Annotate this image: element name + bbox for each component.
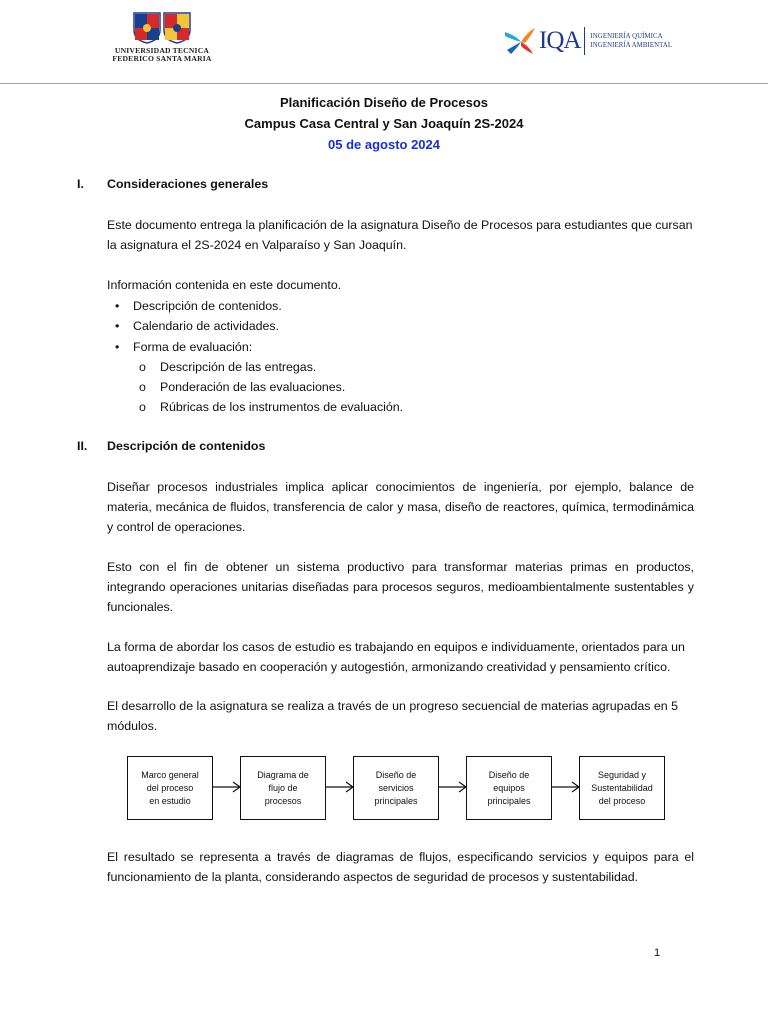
flow-box-seguridad: Seguridad y Sustentabilidad del proceso (579, 756, 665, 820)
section-2-paragraph-1: Diseñar procesos industriales implica aplicar conocimientos de ingeniería, por ejemplo, balance de materia, mecánica de fluidos, transferencia de calor y masa, diseño de reactores, química, termodinámica y control de operaciones. (107, 480, 694, 534)
sub-bullet-icon: o (139, 360, 146, 374)
section-1-number: I. (77, 177, 84, 191)
iqa-subtitle (590, 32, 672, 50)
iqa-logo (503, 26, 672, 56)
section-2-paragraph-4: El desarrollo de la asignatura se realiza a través de un progreso secuencial de materias agrupadas en 5 módulos. (107, 699, 678, 733)
section-2-paragraph-5: El resultado se representa a través de diagramas de flujos, especificando servicios y equipos para el funcionamiento de la planta, considerando aspectos de seguridad de procesos y sustentabilidad. (107, 850, 694, 884)
arrow-right-icon (326, 781, 354, 793)
document-titles (0, 92, 768, 155)
arrow-right-icon (552, 781, 580, 793)
bullet-icon: • (115, 319, 120, 333)
flow-box-diseno-servicios: Diseño de servicios principales (353, 756, 439, 820)
utfsm-logo (108, 12, 216, 63)
arrow-right-icon (213, 781, 241, 793)
info-intro: Información contenida en este documento. (107, 278, 342, 292)
section-2-paragraph-2: Esto con el fin de obtener un sistema productivo para transformar materias primas en productos, integrando operaciones unitarias diseñadas para procesos seguros, medioambientalmente sustentables y funcionales. (107, 560, 694, 614)
bullet-icon: • (115, 299, 120, 313)
utfsm-shield-left-icon (133, 12, 161, 44)
iqa-logo-text: IQA (539, 27, 581, 54)
modules-flow-diagram (0, 756, 768, 822)
iqa-subtitle-line2: INGENIERÍA AMBIENTAL (590, 42, 673, 49)
utfsm-shield-right-icon (163, 12, 191, 44)
sub-bullet-text: Rúbricas de los instrumentos de evaluación. (160, 400, 404, 414)
sub-bullet-text: Ponderación de las evaluaciones. (160, 380, 346, 394)
iqa-separator (584, 27, 585, 55)
header-divider (0, 83, 768, 84)
flow-box-diagrama-flujo: Diagrama de flujo de procesos (240, 756, 326, 820)
flow-box-diseno-equipos: Diseño de equipos principales (466, 756, 552, 820)
document-date: 05 de agosto 2024 (328, 137, 440, 152)
utfsm-name-line2: FEDERICO SANTA MARIA (112, 54, 212, 63)
sub-bullet-icon: o (139, 400, 146, 414)
sub-bullet-icon: o (139, 380, 146, 394)
section-1-paragraph: Este documento entrega la planificación de la asignatura Diseño de Procesos para estudiantes que cursan la asignatura el 2S-2024 en Valparaíso y San Joaquín. (107, 218, 693, 252)
utfsm-shields (108, 12, 216, 44)
document-subtitle: Campus Casa Central y San Joaquín 2S-2024 (244, 116, 524, 131)
iqa-mark-icon (503, 26, 537, 56)
document-title: Planificación Diseño de Procesos (279, 95, 489, 110)
bullet-text: Forma de evaluación: (133, 340, 253, 354)
bullet-text: Descripción de contenidos. (133, 299, 282, 313)
bullet-icon: • (115, 340, 120, 354)
document-header (0, 0, 768, 84)
utfsm-name-line1: UNIVERSIDAD TECNICA (114, 46, 210, 55)
arrow-right-icon (439, 781, 467, 793)
section-1-title: Consideraciones generales (107, 177, 269, 191)
sub-bullet-text: Descripción de las entregas. (160, 360, 317, 374)
flow-box-marco-general: Marco general del proceso en estudio (127, 756, 213, 820)
iqa-subtitle-line1: INGENIERÍA QUÍMICA (590, 33, 663, 40)
section-2-number: II. (77, 439, 88, 453)
page-number: 1 (654, 947, 661, 959)
section-2-title: Descripción de contenidos (107, 439, 266, 453)
bullet-text: Calendario de actividades. (133, 319, 280, 333)
section-2-paragraph-3: La forma de abordar los casos de estudio es trabajando en equipos e individuamente, orientados para un autoaprendizaje basado en cooperación y autogestión, armonizando creatividad y pensamiento crítico. (107, 640, 685, 674)
